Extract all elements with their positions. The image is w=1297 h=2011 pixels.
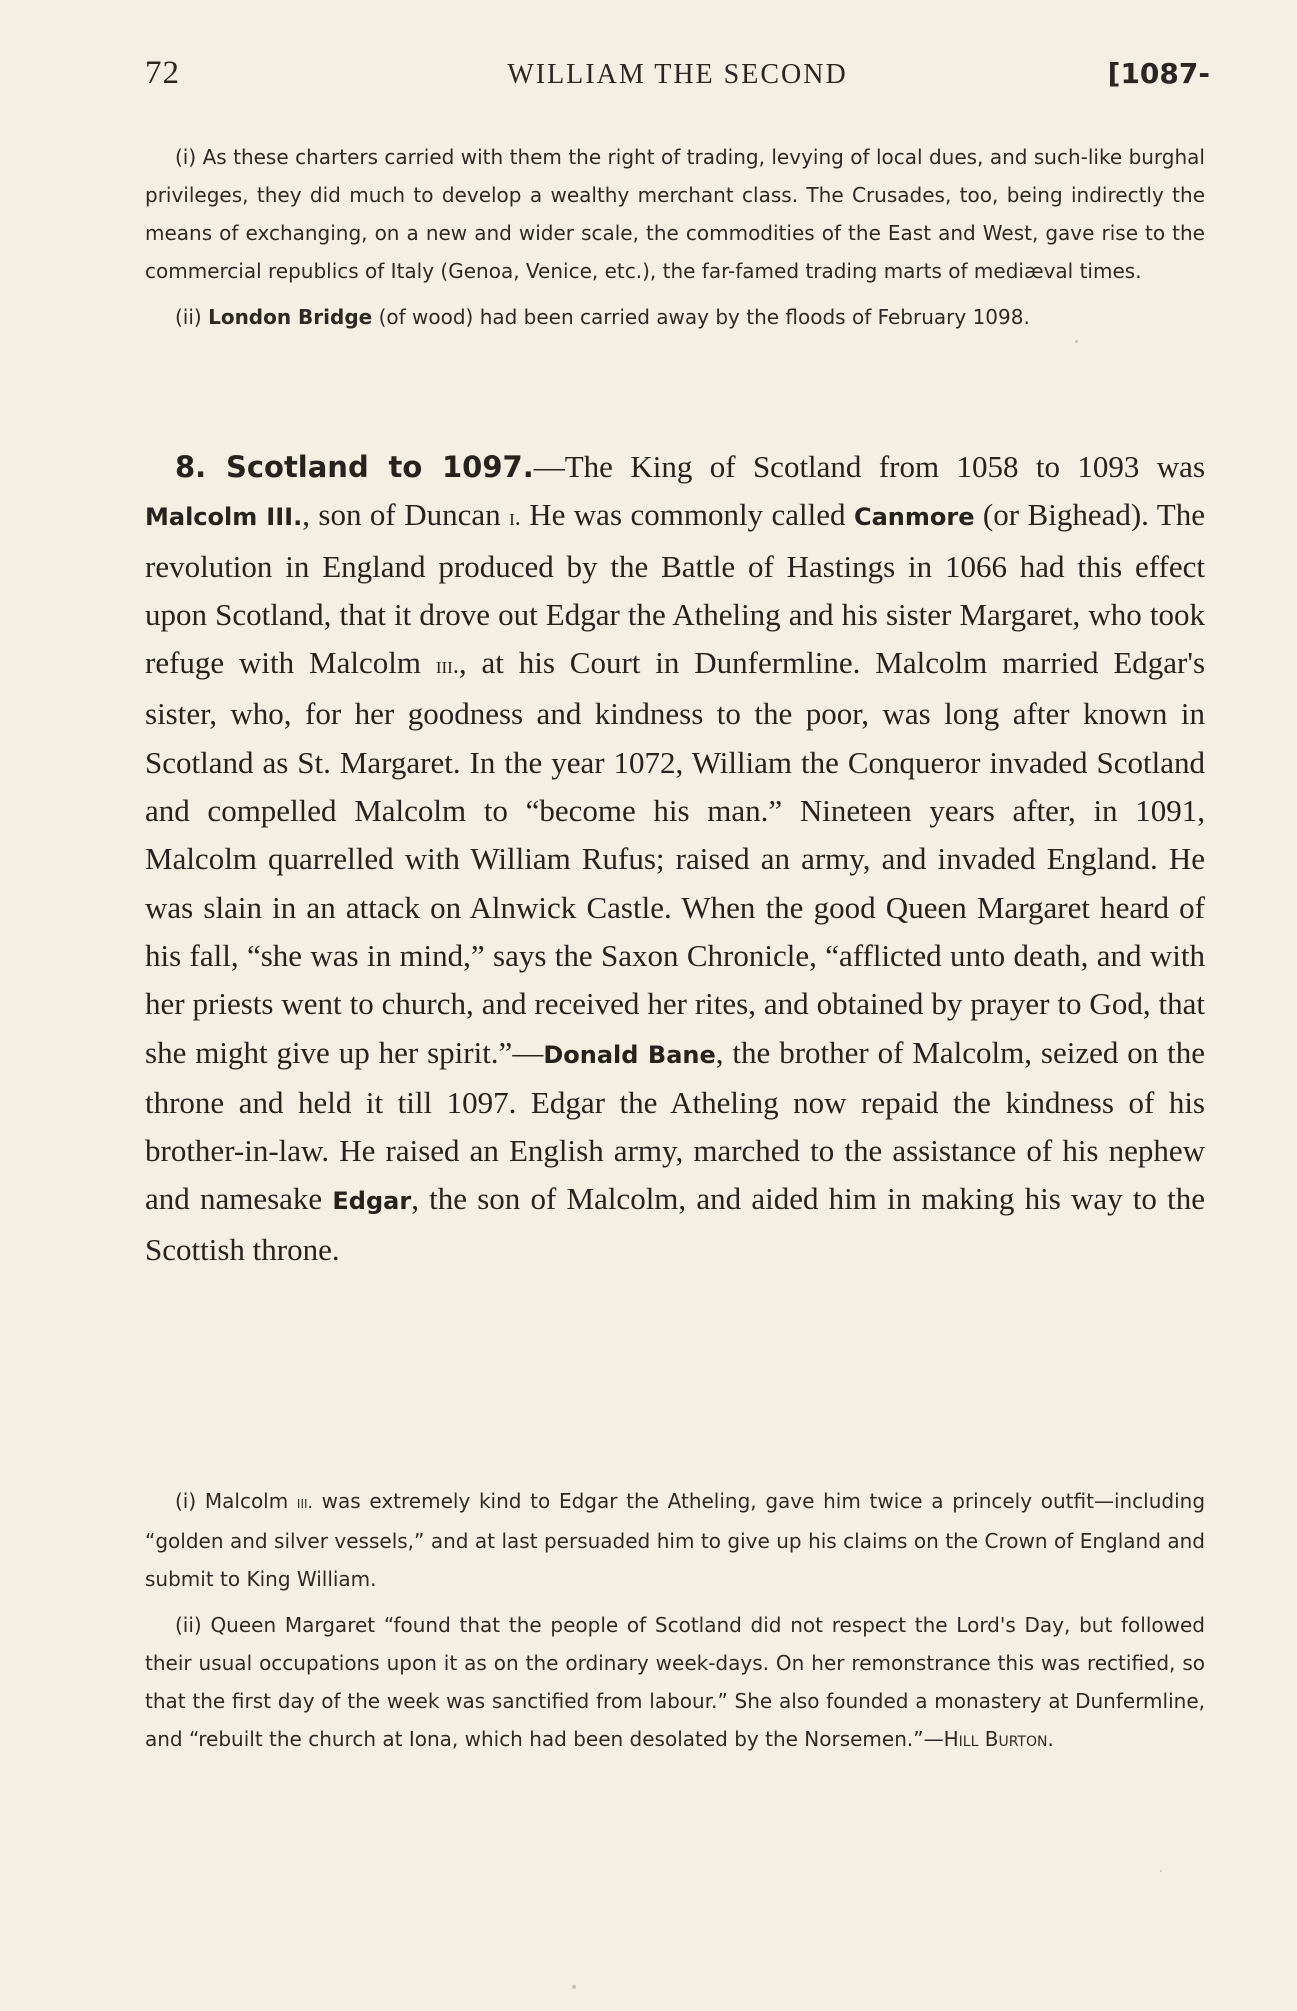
section-heading: 8. Scotland to 1097. xyxy=(175,450,534,484)
paper-speck xyxy=(1160,1870,1162,1872)
paper-speck xyxy=(1075,340,1078,343)
note-text: was extremely kind to Edgar the Atheling, gave him twice a princely outfit—including “golden and silver vessels,” and at last persuaded him to give up his claims on the Crown of England and submit to King William. xyxy=(145,1489,1206,1591)
bottom-notes xyxy=(145,1482,1205,1766)
top-note-2 xyxy=(145,298,1205,336)
london-bridge-term: London Bridge xyxy=(208,305,373,329)
note-marker: (i) xyxy=(175,1489,197,1513)
section-text: , son of Duncan xyxy=(302,497,501,533)
note-text: (of wood) had been carried away by the floods of February 1098. xyxy=(378,305,1030,329)
bottom-note-1 xyxy=(145,1482,1205,1598)
note-marker: (ii) xyxy=(175,1613,202,1637)
malcolm-term: Malcolm III. xyxy=(145,503,303,532)
running-date: [1087- xyxy=(1107,57,1210,90)
paper-speck xyxy=(572,1985,576,1989)
section-text: , the brother of Malcolm, seized on the throne and held it till 1097. Edgar the Atheling now repaid the kindness of his brother-in-law. He raised an English army, marched to the assistance of his nephew and namesake xyxy=(145,1034,1205,1217)
section-text: , the son of Malcolm, and aided him in making his way to the Scottish throne. xyxy=(145,1181,1206,1267)
note-text: Queen Margaret “found that the people of Scotland did not respect the Lord's Day, but followed their usual occupations upon it as on the ordinary week-days. On her remonstrance this was rectified, so that the first day of the week was sanctified from labour.” She also founded a monastery at Dunfermline, and “rebuilt the church at Iona, which had been desolated by the Norsemen.”— xyxy=(145,1613,1205,1751)
running-head xyxy=(145,55,1210,105)
bottom-note-2 xyxy=(145,1606,1205,1758)
note-text: As these charters carried with them the right of trading, levying of local dues, and such-like burghal privileges, they did much to develop a wealthy merchant class. The Crusades, too, being indirectly the means of exchanging, on a new and wider scale, the commodities of the East and West, gave rise to the commercial republics of Italy (Genoa, Venice, etc.), the far-famed trading marts of mediæval times. xyxy=(145,145,1205,283)
section-text: (or Bighead). The revolution in England produced by the Battle of Hastings in 1066 had this effect upon Scotland, that it drove out Edgar the Atheling and his sister Margaret, who took refuge with Malcolm xyxy=(145,497,1205,681)
running-title: WILLIAM THE SECOND xyxy=(507,59,848,90)
roman-numeral: i. xyxy=(509,505,521,532)
note-marker: (ii) xyxy=(175,305,202,329)
section-text: He was commonly called xyxy=(520,497,846,533)
edgar-term: Edgar xyxy=(332,1187,412,1216)
top-notes xyxy=(145,138,1205,344)
roman-numeral: iii. xyxy=(296,1493,313,1513)
section-text: —The King of Scotland from 1058 to 1093 was xyxy=(533,449,1206,484)
page-number: 72 xyxy=(145,55,180,91)
attribution: Hill Burton. xyxy=(943,1727,1054,1751)
section-paragraph xyxy=(145,443,1205,1274)
roman-numeral: iii. xyxy=(435,653,459,680)
note-marker: (i) xyxy=(175,145,197,169)
section-text: , at his Court in Dunfermline. Malcolm married Edgar's sister, who, for her goodness and kindness to the poor, was long after known in Scotland as St. Margaret. In the year 1072, William the Conqueror invaded Scotland and compelled Malcolm to “become his man.” Nineteen years after, in 1091, Malcolm quarrelled with William Rufus; raised an army, and invaded England. He was slain in an attack on Alnwick Castle. When the good Queen Margaret heard of his fall, “she was in mind,” says the Saxon Chronicle, “afflicted unto death, and with her priests went to church, and received her rites, and obtained by prayer to God, that she might give up her spirit.”— xyxy=(145,645,1206,1070)
donald-bane-term: Donald Bane xyxy=(543,1040,716,1069)
note-text: Malcolm xyxy=(204,1489,289,1513)
main-section xyxy=(145,443,1205,1274)
top-note-1 xyxy=(145,138,1205,290)
canmore-term: Canmore xyxy=(853,503,975,532)
